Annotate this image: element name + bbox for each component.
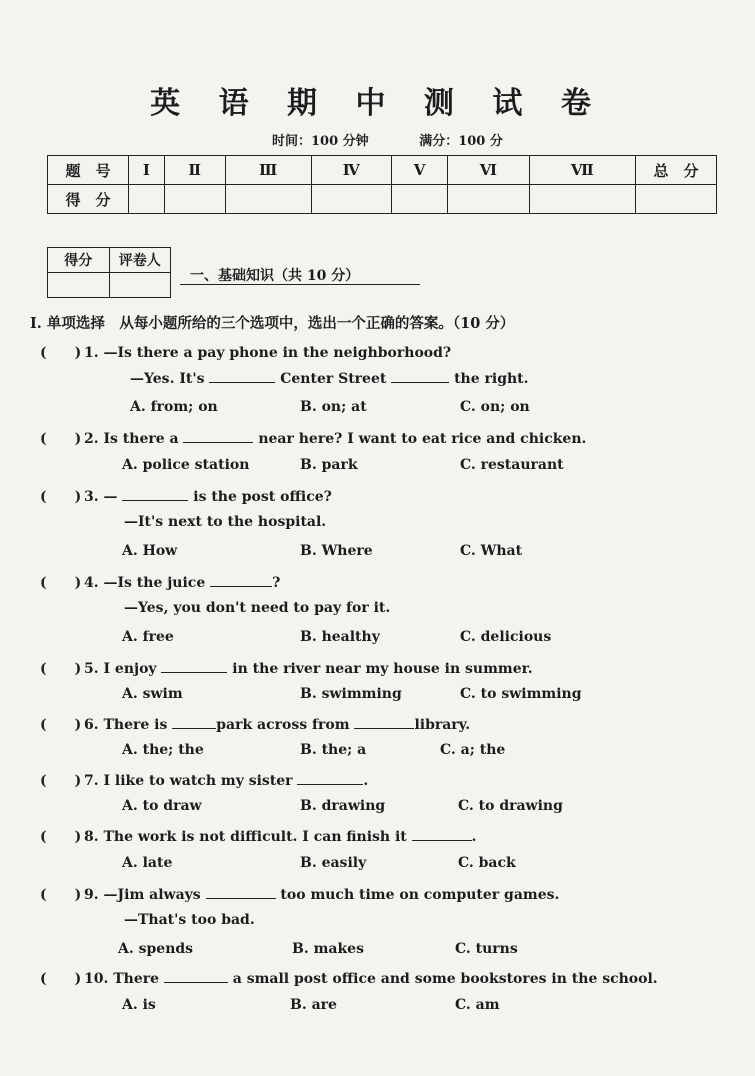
- answer-blank[interactable]: [210, 574, 272, 587]
- answer-paren[interactable]: ( ): [40, 575, 82, 591]
- question-number: 1.: [84, 345, 99, 361]
- section-instruction: Ⅰ. 单项选择 从每小题所给的三个选项中，选出一个正确的答案。（10 分）: [30, 315, 515, 332]
- question-text: I like to watch my sister: [103, 773, 293, 789]
- section-heading: 一、基础知识（共 10 分）: [190, 268, 360, 284]
- option-c[interactable]: C. delicious: [460, 629, 552, 645]
- question-text: is the post office?: [193, 489, 332, 505]
- score-header-cell: Ⅰ: [129, 156, 165, 185]
- exam-title: 英 语 期 中 测 试 卷: [150, 86, 605, 121]
- question-text: .: [363, 773, 369, 789]
- question-text: There: [113, 971, 160, 987]
- option-a[interactable]: A. How: [122, 543, 178, 559]
- option-b[interactable]: B. drawing: [300, 798, 386, 814]
- score-cell[interactable]: [129, 185, 165, 214]
- answer-blank[interactable]: [161, 660, 227, 673]
- answer-paren[interactable]: ( ): [40, 661, 82, 677]
- option-b[interactable]: B. the; a: [300, 742, 367, 758]
- question-3-line2: —It's next to the hospital.: [124, 514, 327, 530]
- grader-table: [47, 247, 171, 298]
- option-b[interactable]: B. park: [300, 457, 358, 473]
- answer-paren[interactable]: ( ): [40, 887, 82, 903]
- score-cell[interactable]: [391, 185, 447, 214]
- score-cell[interactable]: [164, 185, 225, 214]
- option-a[interactable]: A. to draw: [122, 798, 202, 814]
- answer-paren[interactable]: ( ): [40, 971, 82, 987]
- question-text: a small post office and some bookstores in the school.: [232, 971, 658, 987]
- option-a[interactable]: A. is: [122, 997, 156, 1013]
- grader-name-label: 评卷人: [109, 248, 171, 273]
- grader-name-cell[interactable]: [109, 273, 171, 298]
- answer-paren[interactable]: ( ): [40, 717, 82, 733]
- option-a[interactable]: A. free: [122, 629, 174, 645]
- option-a[interactable]: A. from; on: [130, 399, 218, 415]
- question-text: —Jim always: [103, 887, 201, 903]
- question-text: in the river near my house in summer.: [232, 661, 533, 677]
- question-number: 5.: [84, 661, 99, 677]
- option-a[interactable]: A. late: [122, 855, 173, 871]
- option-b[interactable]: B. are: [290, 997, 337, 1013]
- question-text: library.: [414, 717, 471, 733]
- score-header-cell: Ⅳ: [311, 156, 391, 185]
- question-5: [40, 658, 533, 678]
- option-c[interactable]: C. turns: [455, 941, 518, 957]
- answer-blank[interactable]: [209, 370, 275, 383]
- score-table: [47, 155, 717, 214]
- option-c[interactable]: C. back: [458, 855, 516, 871]
- question-text: near here? I want to eat rice and chicken.: [258, 431, 587, 447]
- score-cell[interactable]: [448, 185, 529, 214]
- question-6: [40, 714, 470, 734]
- question-text: park across from: [216, 717, 350, 733]
- exam-full-score: 满分：100 分: [419, 134, 503, 149]
- question-number: 7.: [84, 773, 99, 789]
- grader-score-cell[interactable]: [48, 273, 110, 298]
- option-c[interactable]: C. What: [460, 543, 523, 559]
- answer-blank[interactable]: [354, 716, 414, 729]
- answer-paren[interactable]: ( ): [40, 773, 82, 789]
- answer-blank[interactable]: [412, 828, 472, 841]
- answer-blank[interactable]: [164, 970, 228, 983]
- question-number: 2.: [84, 431, 99, 447]
- answer-blank[interactable]: [206, 886, 276, 899]
- score-cell[interactable]: [225, 185, 311, 214]
- question-text: —: [103, 489, 118, 505]
- answer-paren[interactable]: ( ): [40, 489, 82, 505]
- question-2: [40, 428, 586, 448]
- section-underline: [180, 284, 420, 285]
- score-header-cell: Ⅱ: [164, 156, 225, 185]
- question-text: I enjoy: [103, 661, 157, 677]
- score-header-cell: Ⅴ: [391, 156, 447, 185]
- question-1-line2: [130, 370, 529, 387]
- answer-blank[interactable]: [297, 772, 363, 785]
- question-text: ?: [272, 575, 281, 591]
- option-b[interactable]: B. makes: [292, 941, 364, 957]
- exam-meta: [272, 130, 549, 149]
- option-c[interactable]: C. on; on: [460, 399, 530, 415]
- answer-blank[interactable]: [391, 370, 449, 383]
- score-cell[interactable]: [636, 185, 717, 214]
- option-a[interactable]: A. police station: [122, 457, 250, 473]
- question-number: 8.: [84, 829, 99, 845]
- option-a[interactable]: A. swim: [122, 686, 183, 702]
- question-text: .: [471, 829, 477, 845]
- question-10: [40, 968, 658, 988]
- score-cell[interactable]: [529, 185, 635, 214]
- option-b[interactable]: B. on; at: [300, 399, 367, 415]
- option-c[interactable]: C. to swimming: [460, 686, 582, 702]
- score-table-score-row: [48, 185, 717, 214]
- question-1: [40, 342, 451, 362]
- answer-paren[interactable]: ( ): [40, 829, 82, 845]
- grader-score-label: 得分: [48, 248, 110, 273]
- option-b[interactable]: B. easily: [300, 855, 367, 871]
- question-text: Center Street: [280, 371, 387, 387]
- question-text: Is there a: [103, 431, 179, 447]
- question-7: [40, 770, 368, 790]
- score-header-cell: Ⅶ: [529, 156, 635, 185]
- question-3: [40, 486, 332, 506]
- score-header-cell: 题 号: [48, 156, 129, 185]
- option-a[interactable]: A. spends: [118, 941, 194, 957]
- option-c[interactable]: C. am: [455, 997, 500, 1013]
- question-number: 3.: [84, 489, 99, 505]
- question-9-line2: —That's too bad.: [124, 912, 255, 928]
- question-text: the right.: [454, 371, 529, 387]
- score-cell[interactable]: [311, 185, 391, 214]
- question-text: There is: [103, 717, 168, 733]
- option-b[interactable]: B. Where: [300, 543, 373, 559]
- answer-paren[interactable]: ( ): [40, 431, 82, 447]
- option-c[interactable]: C. a; the: [440, 742, 506, 758]
- question-9: [40, 884, 559, 904]
- question-number: 6.: [84, 717, 99, 733]
- answer-blank[interactable]: [172, 716, 216, 729]
- question-text: —Is there a pay phone in the neighborhood?: [103, 345, 452, 361]
- question-4-line2: —Yes, you don't need to pay for it.: [124, 600, 391, 616]
- question-number: 9.: [84, 887, 99, 903]
- question-text: —Yes. It's: [130, 371, 205, 387]
- option-c[interactable]: C. to drawing: [458, 798, 563, 814]
- question-4: [40, 572, 280, 592]
- score-header-cell: Ⅲ: [225, 156, 311, 185]
- question-text: too much time on computer games.: [280, 887, 560, 903]
- option-b[interactable]: B. swimming: [300, 686, 402, 702]
- answer-paren[interactable]: ( ): [40, 345, 82, 361]
- score-header-cell: Ⅵ: [448, 156, 529, 185]
- option-a[interactable]: A. the; the: [122, 742, 204, 758]
- question-text: —Is the juice: [103, 575, 206, 591]
- answer-blank[interactable]: [183, 430, 253, 443]
- question-number: 4.: [84, 575, 99, 591]
- option-c[interactable]: C. restaurant: [460, 457, 564, 473]
- score-row-label: 得 分: [48, 185, 129, 214]
- question-text: The work is not difficult. I can finish it: [103, 829, 407, 845]
- question-number: 10.: [84, 971, 109, 987]
- score-header-cell: 总 分: [636, 156, 717, 185]
- question-8: [40, 826, 477, 846]
- option-b[interactable]: B. healthy: [300, 629, 380, 645]
- exam-time: 时间：100 分钟: [272, 134, 369, 149]
- answer-blank[interactable]: [122, 488, 188, 501]
- score-table-header-row: [48, 156, 717, 185]
